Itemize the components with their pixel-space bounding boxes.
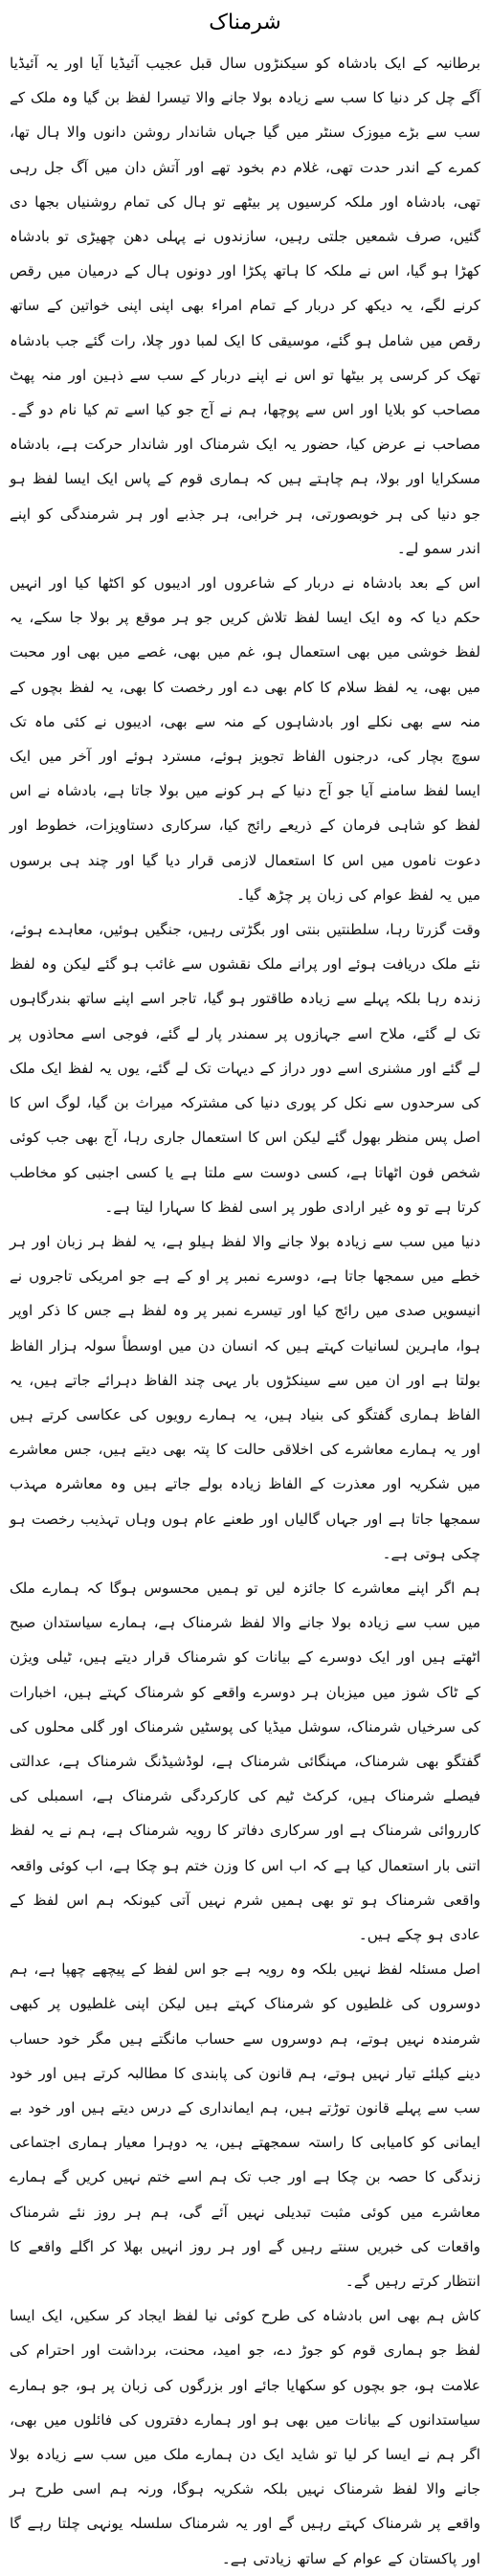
article-title: شرمناک (209, 11, 281, 34)
article-paragraph-6: اصل مسئلہ لفظ نہیں بلکہ وہ رویہ ہے جو اس لفظ کے پیچھے چھپا ہے، ہم دوسروں کی غلطیوں کو شرمناک کہتے ہیں لیکن اپنی غلطیوں پر کبھی شرمندہ نہیں ہوتے، ہم دوسروں سے حساب مانگتے ہیں مگر خود حساب دینے کیلئے تیار نہیں ہوتے، ہم قانون کی پابندی کا مطالبہ کرتے ہیں اور خود سب سے پہلے قانون توڑتے ہیں، ہم ایمانداری کے درس دیتے ہیں اور خود بے ایمانی کو کامیابی کا راستہ سمجھتے ہیں، یہ دوہرا معیار ہماری اجتماعی زندگی کا حصہ بن چکا ہے اور جب تک ہم اسے ختم نہیں کریں گے ہمارے معاشرے میں کوئی مثبت تبدیلی نہیں آئے گی، ہم ہر روز نئے شرمناک واقعات کی خبریں سنتے رہیں گے اور ہر روز انہیں بھلا کر اگلے واقعے کا انتظار کرتے رہیں گے۔ (10, 1960, 480, 2290)
article-paragraph-5: ہم اگر اپنے معاشرے کا جائزہ لیں تو ہمیں محسوس ہوگا کہ ہمارے ملک میں سب سے زیادہ بولا جانے والا لفظ شرمناک ہے، ہمارے سیاستدان صبح اٹھتے ہیں اور ایک دوسرے کے بیانات کو شرمناک قرار دیتے ہیں، ٹیلی ویژن کے ٹاک شوز میں میزبان ہر دوسرے واقعے کو شرمناک کہتے ہیں، اخبارات کی سرخیاں شرمناک، سوشل میڈیا کی پوسٹیں شرمناک اور گلی محلوں کی گفتگو بھی شرمناک، مہنگائی شرمناک ہے، لوڈشیڈنگ شرمناک ہے، عدالتی فیصلے شرمناک ہیں، کرکٹ ٹیم کی کارکردگی شرمناک ہے، اسمبلی کی کارروائی شرمناک ہے اور سرکاری دفاتر کا رویہ شرمناک ہے، ہم نے یہ لفظ اتنی بار استعمال کیا ہے کہ اب اس کا وزن ختم ہو چکا ہے، اب کوئی واقعہ واقعی شرمناک ہو تو بھی ہمیں شرم نہیں آتی کیونکہ ہم اس لفظ کے عادی ہو چکے ہیں۔ (10, 1579, 480, 1943)
article-paragraph-2: اس کے بعد بادشاہ نے دربار کے شاعروں اور ادیبوں کو اکٹھا کیا اور انہیں حکم دیا کہ وہ ایک ایسا لفظ تلاش کریں جو ہر موقع پر بولا جا سکے، یہ لفظ خوشی میں بھی استعمال ہو، غم میں بھی، غصے میں بھی اور محبت میں بھی، یہ لفظ سلام کا کام بھی دے اور رخصت کا بھی، یہ لفظ بچوں کے منہ سے بھی نکلے اور بادشاہوں کے منہ سے بھی، ادیبوں نے کئی ماہ تک سوچ بچار کی، درجنوں الفاظ تجویز ہوئے، مسترد ہوئے اور آخر میں ایک ایسا لفظ سامنے آیا جو آج دنیا کے ہر کونے میں بولا جاتا ہے، بادشاہ نے اس لفظ کو شاہی فرمان کے ذریعے رائج کیا، سرکاری دستاویزات، خطوط اور دعوت ناموں میں اس کا استعمال لازمی قرار دیا گیا اور چند ہی برسوں میں یہ لفظ عوام کی زبان پر چڑھ گیا۔ (10, 574, 480, 904)
article-paragraph-1: برطانیہ کے ایک بادشاہ کو سیکنڑوں سال قبل عجیب آئیڈیا آیا اور یہ آئیڈیا آگے چل کر دنیا کا سب سے زیادہ بولا جانے والا تیسرا لفظ بن گیا وہ ملک کے سب سے بڑے میوزک سنٹر میں گیا جہاں شاندار روشن دانوں والا ہال تھا، کمرے کے اندر حدت تھی، غلام دم بخود تھے اور آتش دان میں آگ جل رہی تھی، بادشاہ اور ملکہ کرسیوں پر بیٹھے تو ہال کی تمام روشنیاں بجھا دی گئیں، صرف شمعیں جلتی رہیں، سازندوں نے پہلی دھن چھیڑی تو بادشاہ کھڑا ہو گیا، اس نے ملکہ کا ہاتھ پکڑا اور دونوں ہال کے درمیان میں رقص کرنے لگے، یہ دیکھ کر دربار کے تمام امراء بھی اپنی اپنی خواتین کے ساتھ رقص میں شامل ہو گئے، موسیقی کا ایک لمبا دور چلا، رات گئے جب بادشاہ تھک کر کرسی پر بیٹھا تو اس نے اپنے دربار کے سب سے ذہین اور منہ پھٹ مصاحب کو بلایا اور اس سے پوچھا، ہم نے آج جو کیا اسے تم کیا نام دو گے۔ مصاحب نے عرض کیا، حضور یہ ایک شرمناک اور شاندار حرکت ہے، بادشاہ مسکرایا اور بولا، ہم چاہتے ہیں کہ ہماری قوم کے پاس ایک ایسا لفظ ہو جو دنیا کی ہر خوبصورتی، ہر خرابی، ہر جذبے اور ہر شرمندگی کو اپنے اندر سمو لے۔ (10, 55, 480, 557)
article-body (10, 46, 480, 2576)
article-paragraph-7: کاش ہم بھی اس بادشاہ کی طرح کوئی نیا لفظ ایجاد کر سکیں، ایک ایسا لفظ جو ہماری قوم کو جوڑ دے، جو امید، محنت، برداشت اور احترام کی علامت ہو، جو بچوں کو سکھایا جائے اور بزرگوں کی زبان پر ہو، جو ہمارے سیاستدانوں کے بیانات میں بھی ہو اور ہمارے دفتروں کی فائلوں میں بھی، اگر ہم نے ایسا کر لیا تو شاید ایک دن ہمارے ملک میں سب سے زیادہ بولا جانے والا لفظ شرمناک نہیں بلکہ شکریہ ہوگا، ورنہ ہم اسی طرح ہر واقعے پر شرمناک کہتے رہیں گے اور یہ شرمناک سلسلہ یونہی چلتا رہے گا اور پاکستان کے عوام کے ساتھ زیادتی ہے۔ (10, 2307, 480, 2567)
article-paragraph-3: وقت گزرتا رہا، سلطنتیں بنتی اور بگڑتی رہیں، جنگیں ہوئیں، معاہدے ہوئے، نئے ملک دریافت ہوئے اور پرانے ملک نقشوں سے غائب ہو گئے لیکن وہ لفظ زندہ رہا بلکہ پہلے سے زیادہ طاقتور ہو گیا، تاجر اسے اپنے ساتھ بندرگاہوں تک لے گئے، ملاح اسے جہازوں پر سمندر پار لے گئے، فوجی اسے محاذوں پر لے گئے اور مشنری اسے دور دراز کے دیہات تک لے گئے، یوں یہ لفظ ایک ملک کی سرحدوں سے نکل کر پوری دنیا کی مشترکہ میراث بن گیا، لوگ اس کا اصل پس منظر بھول گئے لیکن اس کا استعمال جاری رہا، آج بھی جب کوئی شخص فون اٹھاتا ہے، کسی دوست سے ملتا ہے یا کسی اجنبی کو مخاطب کرتا ہے تو وہ غیر ارادی طور پر اسی لفظ کا سہارا لیتا ہے۔ (10, 921, 480, 1216)
article-paragraph-4: دنیا میں سب سے زیادہ بولا جانے والا لفظ ہیلو ہے، یہ لفظ ہر زبان اور ہر خطے میں سمجھا جاتا ہے، دوسرے نمبر پر او کے ہے جو امریکی تاجروں نے انیسویں صدی میں رائج کیا اور تیسرے نمبر پر وہ لفظ ہے جس کا ذکر اوپر ہوا، ماہرین لسانیات کہتے ہیں کہ انسان دن میں اوسطاً سولہ ہزار الفاظ بولتا ہے اور ان میں سے سینکڑوں بار یہی چند الفاظ دہرائے جاتے ہیں، یہ الفاظ ہماری گفتگو کی بنیاد ہیں، یہ ہمارے رویوں کی عکاسی کرتے ہیں اور یہ ہمارے معاشرے کی اخلاقی حالت کا پتہ بھی دیتے ہیں، جس معاشرے میں شکریہ اور معذرت کے الفاظ زیادہ بولے جاتے ہیں وہ معاشرہ مہذب سمجھا جاتا ہے اور جہاں گالیاں اور طعنے عام ہوں وہاں تہذیب رخصت ہو چکی ہوتی ہے۔ (10, 1232, 480, 1562)
